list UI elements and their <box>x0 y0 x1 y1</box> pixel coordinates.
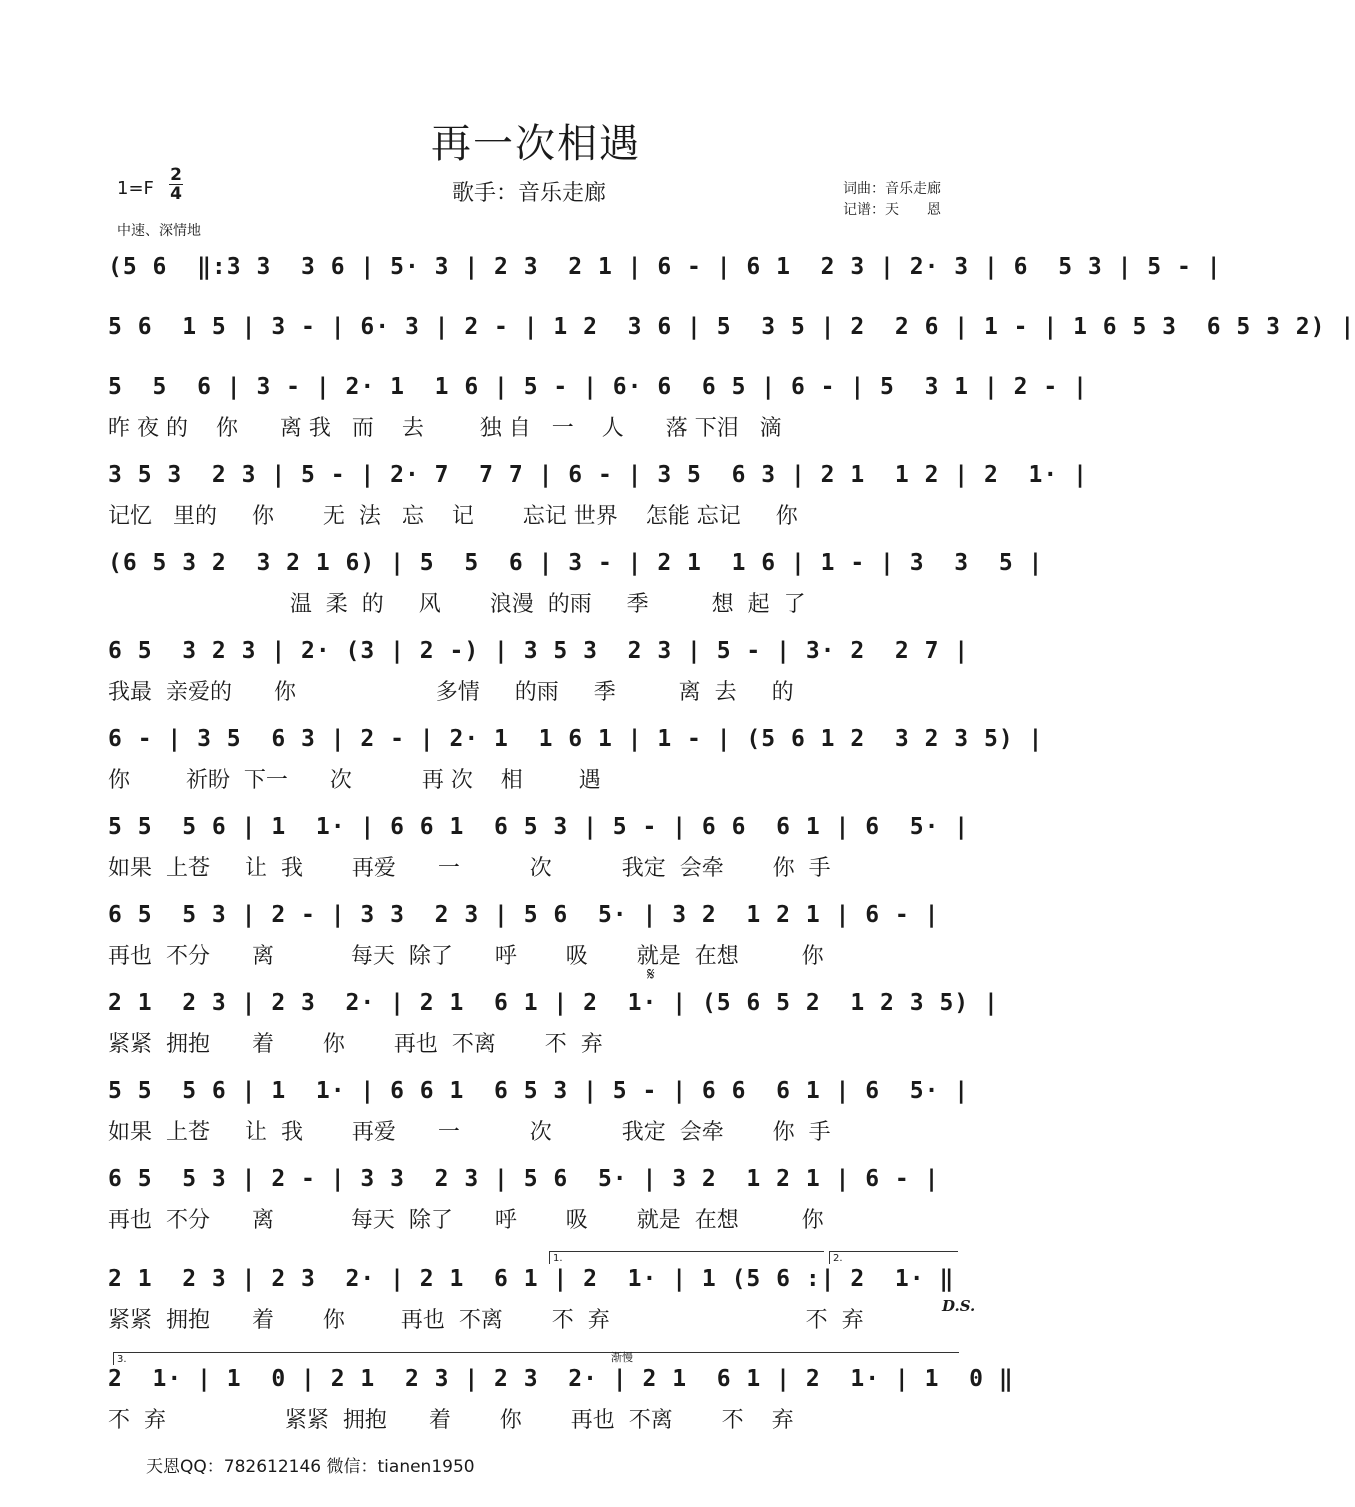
segno-icon: 𝄋 <box>647 964 655 985</box>
notes-line-14: 2 1· | 1 0 | 2 1 2 3 | 2 3 2· | 2 1 6 1 | 2 1· | 1 0 ‖ <box>108 1366 1014 1392</box>
lyrics-line-11: 如果 上苍 让 我 再爱 一 次 我定 会牵 你 手 <box>108 1120 831 1145</box>
time-signature-top: 2 <box>170 165 182 185</box>
notes-line-4: 3 5 3 2 3 | 5 - | 2· 7 7 7 | 6 - | 3 5 6 3 | 2 1 1 2 | 2 1· | <box>108 462 1088 488</box>
lyrics-line-13: 紧紧 拥抱 着 你 再也 不离 不 弃 不 弃 <box>108 1308 864 1333</box>
time-signature-bottom: 4 <box>170 184 182 204</box>
transcriber-credit: 记谱：天 恩 <box>843 202 941 218</box>
lyrics-line-6: 我最 亲爱的 你 多情 的雨 季 离 去 的 <box>108 680 794 705</box>
notes-line-7: 6 - | 3 5 6 3 | 2 - | 2· 1 1 6 1 | 1 - | (5 6 1 2 3 2 3 5) | <box>108 726 1044 752</box>
song-title: 再一次相遇 <box>431 121 641 167</box>
notes-line-6: 6 5 3 2 3 | 2· (3 | 2 -) | 3 5 3 2 3 | 5 - | 3· 2 2 7 | <box>108 638 970 664</box>
lyrics-line-7: 你 祈盼 下一 次 再 次 相 遇 <box>108 768 601 793</box>
notes-line-9: 6 5 5 3 | 2 - | 3 3 2 3 | 5 6 5· | 3 2 1 2 1 | 6 - | <box>108 902 940 928</box>
dal-segno-mark: D.S. <box>942 1297 976 1315</box>
notes-line-8: 5 5 5 6 | 1 1· | 6 6 1 6 5 3 | 5 - | 6 6 6 1 | 6 5· | <box>108 814 970 840</box>
lyrics-line-4: 记忆 里的 你 无 法 忘 记 忘记 世界 怎能 忘记 你 <box>108 504 798 529</box>
lyrics-line-12: 再也 不分 离 每天 除了 呼 吸 就是 在想 你 <box>108 1208 824 1233</box>
notes-line-12: 6 5 5 3 | 2 - | 3 3 2 3 | 5 6 5· | 3 2 1 2 1 | 6 - | <box>108 1166 940 1192</box>
lyrics-line-8: 如果 上苍 让 我 再爱 一 次 我定 会牵 你 手 <box>108 856 831 881</box>
notes-line-13: 2 1 2 3 | 2 3 2· | 2 1 6 1 | 2 1· | 1 (5 6 :| 2 1· ‖ <box>108 1266 955 1292</box>
volta-bracket-2: 2. <box>829 1251 958 1264</box>
tempo-marking: 中速、深情地 <box>117 223 201 239</box>
volta-bracket-1: 1. <box>549 1251 824 1264</box>
credits-block <box>843 179 941 221</box>
notes-line-1: (5 6 ‖:3 3 3 6 | 5· 3 | 2 3 2 1 | 6 - | 6 1 2 3 | 2· 3 | 6 5 3 | 5 - | <box>108 254 1222 280</box>
notes-line-5: (6 5 3 2 3 2 1 6) | 5 5 6 | 3 - | 2 1 1 6 | 1 - | 3 3 5 | <box>108 550 1044 576</box>
lyrics-line-3: 昨 夜 的 你 离 我 而 去 独 自 一 人 落 下泪 滴 <box>108 416 782 441</box>
volta-bracket-3: 3. <box>113 1352 959 1365</box>
lyrics-line-9: 再也 不分 离 每天 除了 呼 吸 就是 在想 你 <box>108 944 824 969</box>
lyrics-music-credit: 词曲：音乐走廊 <box>843 181 941 197</box>
contact-footer: 天恩QQ：782612146 微信：tianen1950 <box>146 1457 475 1477</box>
notes-line-11: 5 5 5 6 | 1 1· | 6 6 1 6 5 3 | 5 - | 6 6 6 1 | 6 5· | <box>108 1078 970 1104</box>
notes-line-3: 5 5 6 | 3 - | 2· 1 1 6 | 5 - | 6· 6 6 5 | 6 - | 5 3 1 | 2 - | <box>108 374 1088 400</box>
ritardando-marking: 渐慢 <box>611 1351 633 1364</box>
lyrics-line-14: 不 弃 紧紧 拥抱 着 你 再也 不离 不 弃 <box>108 1408 794 1433</box>
notes-line-10: 2 1 2 3 | 2 3 2· | 2 1 6 1 | 2 1· | (5 6 5 2 1 2 3 5) | <box>108 990 999 1016</box>
time-signature <box>168 166 184 203</box>
key-signature: 1=F <box>117 178 154 199</box>
singer-credit: 歌手：音乐走廊 <box>452 181 607 206</box>
lyrics-line-5: 温 柔 的 风 浪漫 的雨 季 想 起 了 <box>108 592 806 617</box>
notes-line-2: 5 6 1 5 | 3 - | 6· 3 | 2 - | 1 2 3 6 | 5 3 5 | 2 2 6 | 1 - | 1 6 5 3 6 5 3 2) | <box>108 314 1355 340</box>
lyrics-line-10: 紧紧 拥抱 着 你 再也 不离 不 弃 <box>108 1032 603 1057</box>
